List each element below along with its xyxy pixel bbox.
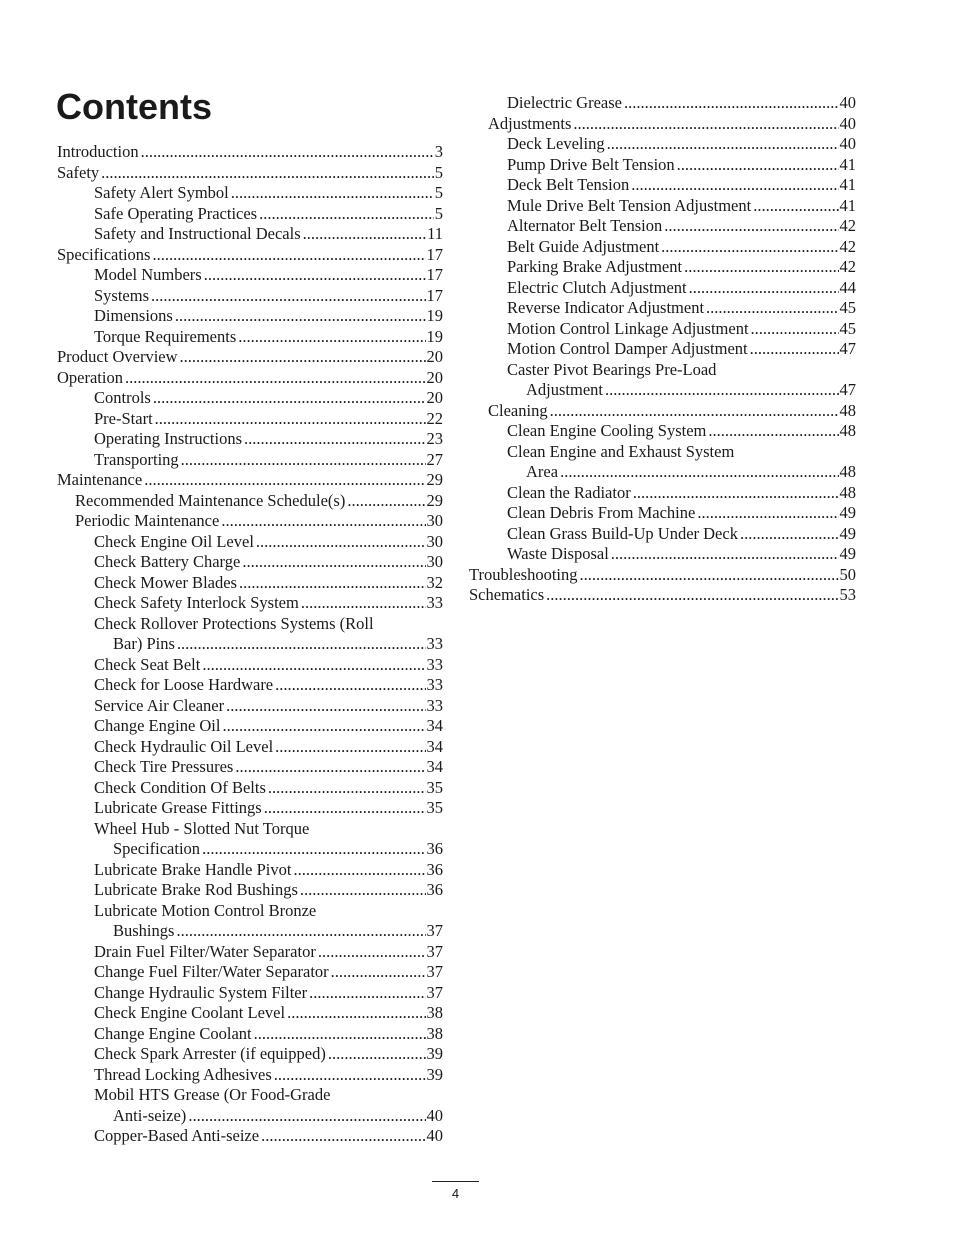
dot-leader <box>144 470 425 491</box>
dot-leader <box>222 716 425 737</box>
dot-leader <box>318 942 426 963</box>
dot-leader <box>624 93 839 114</box>
toc-entry-page: 48 <box>839 421 856 440</box>
toc-entry-title: Parking Brake Adjustment <box>507 257 683 276</box>
toc-entry[interactable] <box>57 409 443 430</box>
toc-entry-page: 23 <box>426 429 443 448</box>
dot-leader <box>153 388 426 409</box>
toc-entry-title: Check Safety Interlock System <box>94 593 299 612</box>
toc-entry[interactable] <box>469 257 856 278</box>
toc-entry[interactable] <box>57 839 443 860</box>
toc-entry-title: Check Engine Oil Level <box>94 531 254 551</box>
toc-entry-page: 49 <box>839 544 856 563</box>
toc-entry[interactable] <box>57 532 443 553</box>
dot-leader <box>239 573 426 594</box>
toc-entry-page: 30 <box>426 511 443 530</box>
toc-entry-title: Schematics <box>469 585 545 604</box>
dot-leader <box>268 778 426 799</box>
toc-entry[interactable] <box>57 1065 443 1086</box>
toc-entry-title: Clean Engine Cooling System <box>507 421 707 440</box>
dot-leader <box>180 347 426 368</box>
toc-entry[interactable] <box>57 1106 443 1127</box>
dot-leader <box>202 655 425 676</box>
toc-entry-page: 53 <box>839 585 856 604</box>
dot-leader <box>238 327 425 348</box>
dot-leader <box>287 1003 425 1024</box>
toc-entry[interactable] <box>57 286 443 307</box>
toc-entry-title: Belt Guide Adjustment <box>507 236 660 256</box>
dot-leader <box>151 286 425 307</box>
toc-entry[interactable] <box>57 306 443 327</box>
dot-leader <box>708 421 838 442</box>
dot-leader <box>254 1024 426 1045</box>
toc-entry-page: 17 <box>426 265 443 284</box>
toc-entry[interactable] <box>57 942 443 963</box>
dot-leader <box>204 265 426 286</box>
toc-entry[interactable] <box>57 962 443 983</box>
toc-entry[interactable] <box>469 319 856 340</box>
dot-leader <box>684 257 838 278</box>
toc-entry-page: 11 <box>427 224 443 243</box>
dot-leader <box>309 983 425 1004</box>
toc-entry[interactable] <box>469 503 856 524</box>
toc-entry-page: 47 <box>839 380 856 399</box>
toc-entry-title: Bar) Pins <box>113 634 175 653</box>
toc-entry-title: Motion Control Damper Adjustment <box>507 339 748 358</box>
toc-entry-page: 22 <box>426 408 443 428</box>
toc-entry-page: 41 <box>839 154 856 174</box>
toc-entry-page: 40 <box>839 93 856 112</box>
toc-entry[interactable] <box>57 921 443 942</box>
toc-entry[interactable] <box>57 798 443 819</box>
toc-entry-title: Lubricate Brake Handle Pivot <box>94 859 292 879</box>
toc-entry-title: Lubricate Motion Control Bronze <box>94 900 317 920</box>
dot-leader <box>706 298 838 319</box>
dot-leader <box>697 503 838 524</box>
toc-entry-title: Check for Loose Hardware <box>94 675 274 694</box>
toc-entry-page: 33 <box>426 634 443 653</box>
toc-entry-title: Change Engine Oil <box>94 716 221 735</box>
toc-entry[interactable] <box>57 327 443 348</box>
toc-entry[interactable] <box>57 183 443 204</box>
toc-entry[interactable] <box>469 524 856 545</box>
dot-leader <box>175 306 426 327</box>
toc-entry-title: Wheel Hub - Slotted Nut Torque <box>94 818 310 838</box>
toc-entry-title: Periodic Maintenance <box>75 511 220 530</box>
toc-entry[interactable] <box>469 114 856 135</box>
toc-entry[interactable] <box>469 237 856 258</box>
toc-entry-page: 36 <box>426 839 443 858</box>
toc-entry[interactable] <box>469 278 856 299</box>
toc-entry[interactable] <box>469 339 856 360</box>
toc-entry-title: Controls <box>94 388 151 407</box>
dot-leader <box>235 757 425 778</box>
dot-leader <box>275 737 425 758</box>
toc-entry-title: Maintenance <box>57 470 143 489</box>
toc-entry-title: Clean Grass Build-Up Under Deck <box>507 523 738 543</box>
toc-entry-page: 42 <box>839 257 856 276</box>
toc-entry-title: Dimensions <box>94 306 173 325</box>
dot-leader <box>633 483 839 504</box>
dot-leader <box>611 544 839 565</box>
toc-entry[interactable] <box>57 368 443 389</box>
toc-entry-page: 20 <box>426 347 443 366</box>
toc-entry[interactable] <box>57 204 443 225</box>
toc-entry-page: 38 <box>426 1003 443 1022</box>
toc-entry[interactable] <box>57 593 443 614</box>
toc-entry-title: Adjustments <box>488 113 572 133</box>
toc-entry[interactable] <box>57 1126 443 1147</box>
toc-entry[interactable] <box>469 360 856 381</box>
toc-entry[interactable] <box>57 696 443 717</box>
toc-entry[interactable] <box>469 93 856 114</box>
toc-entry[interactable] <box>57 1044 443 1065</box>
toc-entry-title: Product Overview <box>57 347 178 366</box>
toc-entry-page: 48 <box>839 482 856 502</box>
toc-entry-title: Change Engine Coolant <box>94 1023 252 1043</box>
toc-entry-page: 5 <box>434 183 443 202</box>
toc-entry-page: 29 <box>426 470 443 489</box>
toc-entry-page: 40 <box>426 1126 443 1145</box>
toc-entry-page: 49 <box>839 523 856 543</box>
toc-entry-page: 41 <box>839 175 856 194</box>
toc-entry-page: 48 <box>839 400 856 420</box>
toc-entry[interactable] <box>57 860 443 881</box>
toc-entry-title: Area <box>526 462 559 481</box>
toc-entry-title: Copper-Based Anti-seize <box>94 1126 260 1145</box>
toc-entry[interactable] <box>57 880 443 901</box>
toc-entry-title: Systems <box>94 285 150 305</box>
toc-entry-page: 42 <box>839 236 856 256</box>
toc-entry-page: 27 <box>426 449 443 469</box>
toc-entry-title: Electric Clutch Adjustment <box>507 277 687 297</box>
toc-entry-page: 19 <box>426 306 443 325</box>
toc-entry-page: 34 <box>426 716 443 735</box>
toc-entry[interactable] <box>57 716 443 737</box>
toc-entry-page: 20 <box>426 388 443 407</box>
toc-entry[interactable] <box>57 737 443 758</box>
toc-entry-page: 36 <box>426 880 443 899</box>
dot-leader <box>303 224 426 245</box>
toc-entry[interactable] <box>57 470 443 491</box>
toc-entry-title: Safety and Instructional Decals <box>94 224 301 243</box>
toc-entry-title: Service Air Cleaner <box>94 695 225 715</box>
toc-entry[interactable] <box>57 1085 443 1106</box>
toc-entry-page: 40 <box>426 1105 443 1125</box>
toc-entry-page: 40 <box>839 134 856 153</box>
toc-entry[interactable] <box>57 265 443 286</box>
toc-entry-title: Clean Debris From Machine <box>507 503 696 522</box>
toc-entry[interactable] <box>469 544 856 565</box>
dot-leader <box>181 450 426 471</box>
toc-entry[interactable] <box>57 1024 443 1045</box>
toc-entry-page: 49 <box>839 503 856 522</box>
toc-entry-page: 48 <box>839 462 856 481</box>
page-title: Contents <box>56 86 212 127</box>
toc-entry-title: Lubricate Grease Fittings <box>94 798 262 817</box>
toc-entry-title: Safety Alert Symbol <box>94 183 229 202</box>
toc-entry-page: 33 <box>426 593 443 612</box>
toc-entry-page: 44 <box>839 277 856 297</box>
toc-entry-title: Lubricate Brake Rod Bushings <box>94 880 298 899</box>
toc-entry[interactable] <box>469 196 856 217</box>
dot-leader <box>546 585 838 606</box>
toc-entry-title: Safety <box>57 162 100 182</box>
dot-leader <box>664 216 838 237</box>
toc-entry-title: Change Fuel Filter/Water Separator <box>94 962 329 981</box>
dot-leader <box>740 524 839 545</box>
toc-entry-page: 37 <box>426 962 443 981</box>
toc-column-right <box>469 93 856 606</box>
dot-leader <box>751 319 839 340</box>
dot-leader <box>750 339 839 360</box>
toc-entry-title: Safe Operating Practices <box>94 203 258 223</box>
toc-entry-title: Thread Locking Adhesives <box>94 1064 272 1084</box>
page-number: 4 <box>451 1186 460 1201</box>
dot-leader <box>631 175 838 196</box>
toc-entry-page: 35 <box>426 777 443 797</box>
toc-entry-page: 5 <box>434 162 443 182</box>
toc-entry-title: Transporting <box>94 449 179 469</box>
dot-leader <box>689 278 839 299</box>
toc-entry-page: 40 <box>839 113 856 133</box>
toc-entry[interactable] <box>469 565 856 586</box>
toc-entry-page: 29 <box>426 490 443 510</box>
toc-entry-title: Check Condition Of Belts <box>94 777 266 797</box>
toc-entry-page: 42 <box>839 216 856 235</box>
toc-entry-page: 30 <box>426 552 443 571</box>
toc-entry[interactable] <box>57 450 443 471</box>
toc-entry[interactable] <box>469 380 856 401</box>
toc-entry[interactable] <box>57 819 443 840</box>
dot-leader <box>177 634 426 655</box>
toc-entry-page: 35 <box>426 798 443 817</box>
dot-leader <box>605 380 839 401</box>
dot-leader <box>573 114 838 135</box>
dot-leader <box>259 204 434 225</box>
toc-entry[interactable] <box>57 224 443 245</box>
toc-entry-page: 38 <box>426 1023 443 1043</box>
toc-entry-page: 3 <box>434 142 443 161</box>
toc-entry-title: Mule Drive Belt Tension Adjustment <box>507 195 752 215</box>
dot-leader <box>274 1065 426 1086</box>
toc-entry-page: 39 <box>426 1064 443 1084</box>
footer-rule <box>432 1181 479 1182</box>
dot-leader <box>244 429 425 450</box>
toc-entry-title: Adjustment <box>526 380 603 399</box>
toc-entry-page: 32 <box>426 572 443 592</box>
toc-entry-page: 33 <box>426 654 443 674</box>
toc-entry-title: Clean Engine and Exhaust System <box>507 441 735 461</box>
toc-entry[interactable] <box>57 573 443 594</box>
toc-entry-page: 45 <box>839 298 856 317</box>
dot-leader <box>221 511 425 532</box>
toc-entry-page: 19 <box>426 326 443 346</box>
toc-entry-page: 37 <box>426 982 443 1002</box>
toc-entry-page: 5 <box>434 203 443 223</box>
toc-entry-page: 34 <box>426 757 443 776</box>
toc-column-left <box>57 142 443 1147</box>
toc-entry[interactable] <box>469 483 856 504</box>
dot-leader <box>101 163 434 184</box>
toc-entry[interactable] <box>57 901 443 922</box>
toc-entry-title: Motion Control Linkage Adjustment <box>507 318 749 338</box>
toc-entry-title: Torque Requirements <box>94 326 237 346</box>
toc-entry-page: 33 <box>426 675 443 694</box>
toc-entry-title: Caster Pivot Bearings Pre-Load <box>507 359 717 379</box>
toc-entry-page: 30 <box>426 531 443 551</box>
toc-entry-title: Cleaning <box>488 400 548 420</box>
toc-entry[interactable] <box>57 388 443 409</box>
toc-entry-page: 34 <box>426 736 443 756</box>
toc-entry-title: Specification <box>113 839 201 858</box>
toc-entry[interactable] <box>57 675 443 696</box>
dot-leader <box>275 675 425 696</box>
toc-entry-page: 36 <box>426 859 443 879</box>
toc-entry-title: Model Numbers <box>94 265 202 284</box>
toc-entry[interactable] <box>57 655 443 676</box>
toc-entry[interactable] <box>469 134 856 155</box>
toc-entry-title: Bushings <box>113 921 175 940</box>
toc-entry-title: Dielectric Grease <box>507 93 622 112</box>
toc-entry[interactable] <box>469 421 856 442</box>
toc-entry[interactable] <box>57 983 443 1004</box>
toc-entry-title: Deck Belt Tension <box>507 175 630 194</box>
dot-leader <box>580 565 839 586</box>
toc-entry[interactable] <box>57 142 443 163</box>
dot-leader <box>677 155 839 176</box>
toc-entry-title: Check Rollover Protections Systems (Roll <box>94 613 374 633</box>
dot-leader <box>300 880 426 901</box>
toc-entry[interactable] <box>57 163 443 184</box>
dot-leader <box>607 134 839 155</box>
dot-leader <box>188 1106 425 1127</box>
dot-leader <box>753 196 838 217</box>
toc-entry[interactable] <box>57 634 443 655</box>
toc-entry[interactable] <box>57 491 443 512</box>
toc-entry-title: Introduction <box>57 142 139 161</box>
toc-entry-title: Reverse Indicator Adjustment <box>507 298 705 317</box>
dot-leader <box>293 860 425 881</box>
toc-entry-title: Operating Instructions <box>94 429 243 448</box>
toc-entry-page: 17 <box>426 244 443 264</box>
dot-leader <box>661 237 838 258</box>
toc-entry-title: Check Hydraulic Oil Level <box>94 736 274 756</box>
toc-entry-page: 45 <box>839 318 856 338</box>
toc-entry-title: Check Engine Coolant Level <box>94 1003 286 1022</box>
toc-entry-title: Recommended Maintenance Schedule(s) <box>75 490 346 510</box>
dot-leader <box>261 1126 425 1147</box>
toc-entry-page: 33 <box>426 695 443 715</box>
toc-entry[interactable] <box>57 778 443 799</box>
dot-leader <box>331 962 426 983</box>
dot-leader <box>141 142 434 163</box>
dot-leader <box>550 401 839 422</box>
toc-entry-title: Check Spark Arrester (if equipped) <box>94 1044 326 1063</box>
dot-leader <box>328 1044 426 1065</box>
toc-entry-title: Change Hydraulic System Filter <box>94 982 308 1002</box>
dot-leader <box>226 696 425 717</box>
toc-entry-page: 39 <box>426 1044 443 1063</box>
toc-entry[interactable] <box>57 614 443 635</box>
dot-leader <box>256 532 426 553</box>
toc-entry[interactable] <box>469 216 856 237</box>
toc-entry[interactable] <box>57 757 443 778</box>
toc-entry-page: 37 <box>426 941 443 961</box>
dot-leader <box>231 183 434 204</box>
dot-leader <box>152 245 425 266</box>
toc-entry-page: 17 <box>426 285 443 305</box>
toc-entry-page: 50 <box>839 564 856 584</box>
toc-entry-title: Check Mower Blades <box>94 572 237 592</box>
dot-leader <box>242 552 425 573</box>
toc-entry-title: Anti-seize) <box>113 1105 187 1125</box>
toc-entry[interactable] <box>57 552 443 573</box>
dot-leader <box>176 921 425 942</box>
toc-entry-title: Pump Drive Belt Tension <box>507 154 675 174</box>
toc-entry-page: 47 <box>839 339 856 358</box>
toc-entry[interactable] <box>469 155 856 176</box>
toc-entry-title: Check Seat Belt <box>94 654 201 674</box>
toc-entry-title: Mobil HTS Grease (Or Food-Grade <box>94 1085 331 1104</box>
toc-entry-title: Drain Fuel Filter/Water Separator <box>94 941 316 961</box>
dot-leader <box>560 462 838 483</box>
toc-entry-page: 20 <box>426 367 443 387</box>
toc-entry[interactable] <box>469 175 856 196</box>
dot-leader <box>202 839 425 860</box>
dot-leader <box>155 409 426 430</box>
toc-entry-title: Operation <box>57 367 123 387</box>
toc-entry[interactable] <box>469 442 856 463</box>
toc-entry-title: Pre-Start <box>94 408 153 428</box>
toc-entry[interactable] <box>469 462 856 483</box>
toc-entry-title: Check Battery Charge <box>94 552 241 571</box>
toc-entry-page: 37 <box>426 921 443 940</box>
toc-entry-title: Clean the Radiator <box>507 482 631 502</box>
toc-entry[interactable] <box>57 1003 443 1024</box>
toc-entry[interactable] <box>469 401 856 422</box>
toc-entry-title: Specifications <box>57 244 151 264</box>
toc-entry[interactable] <box>57 347 443 368</box>
toc-entry-title: Waste Disposal <box>507 544 609 563</box>
toc-entry[interactable] <box>469 298 856 319</box>
toc-entry-title: Check Tire Pressures <box>94 757 234 776</box>
toc-entry-title: Troubleshooting <box>469 564 578 584</box>
toc-entry[interactable] <box>57 511 443 532</box>
toc-entry[interactable] <box>57 245 443 266</box>
toc-entry[interactable] <box>57 429 443 450</box>
toc-entry-page: 41 <box>839 195 856 215</box>
dot-leader <box>347 491 425 512</box>
toc-entry-title: Alternator Belt Tension <box>507 216 663 235</box>
dot-leader <box>125 368 426 389</box>
toc-entry-title: Deck Leveling <box>507 134 605 153</box>
toc-entry[interactable] <box>469 585 856 606</box>
dot-leader <box>264 798 426 819</box>
dot-leader <box>301 593 426 614</box>
